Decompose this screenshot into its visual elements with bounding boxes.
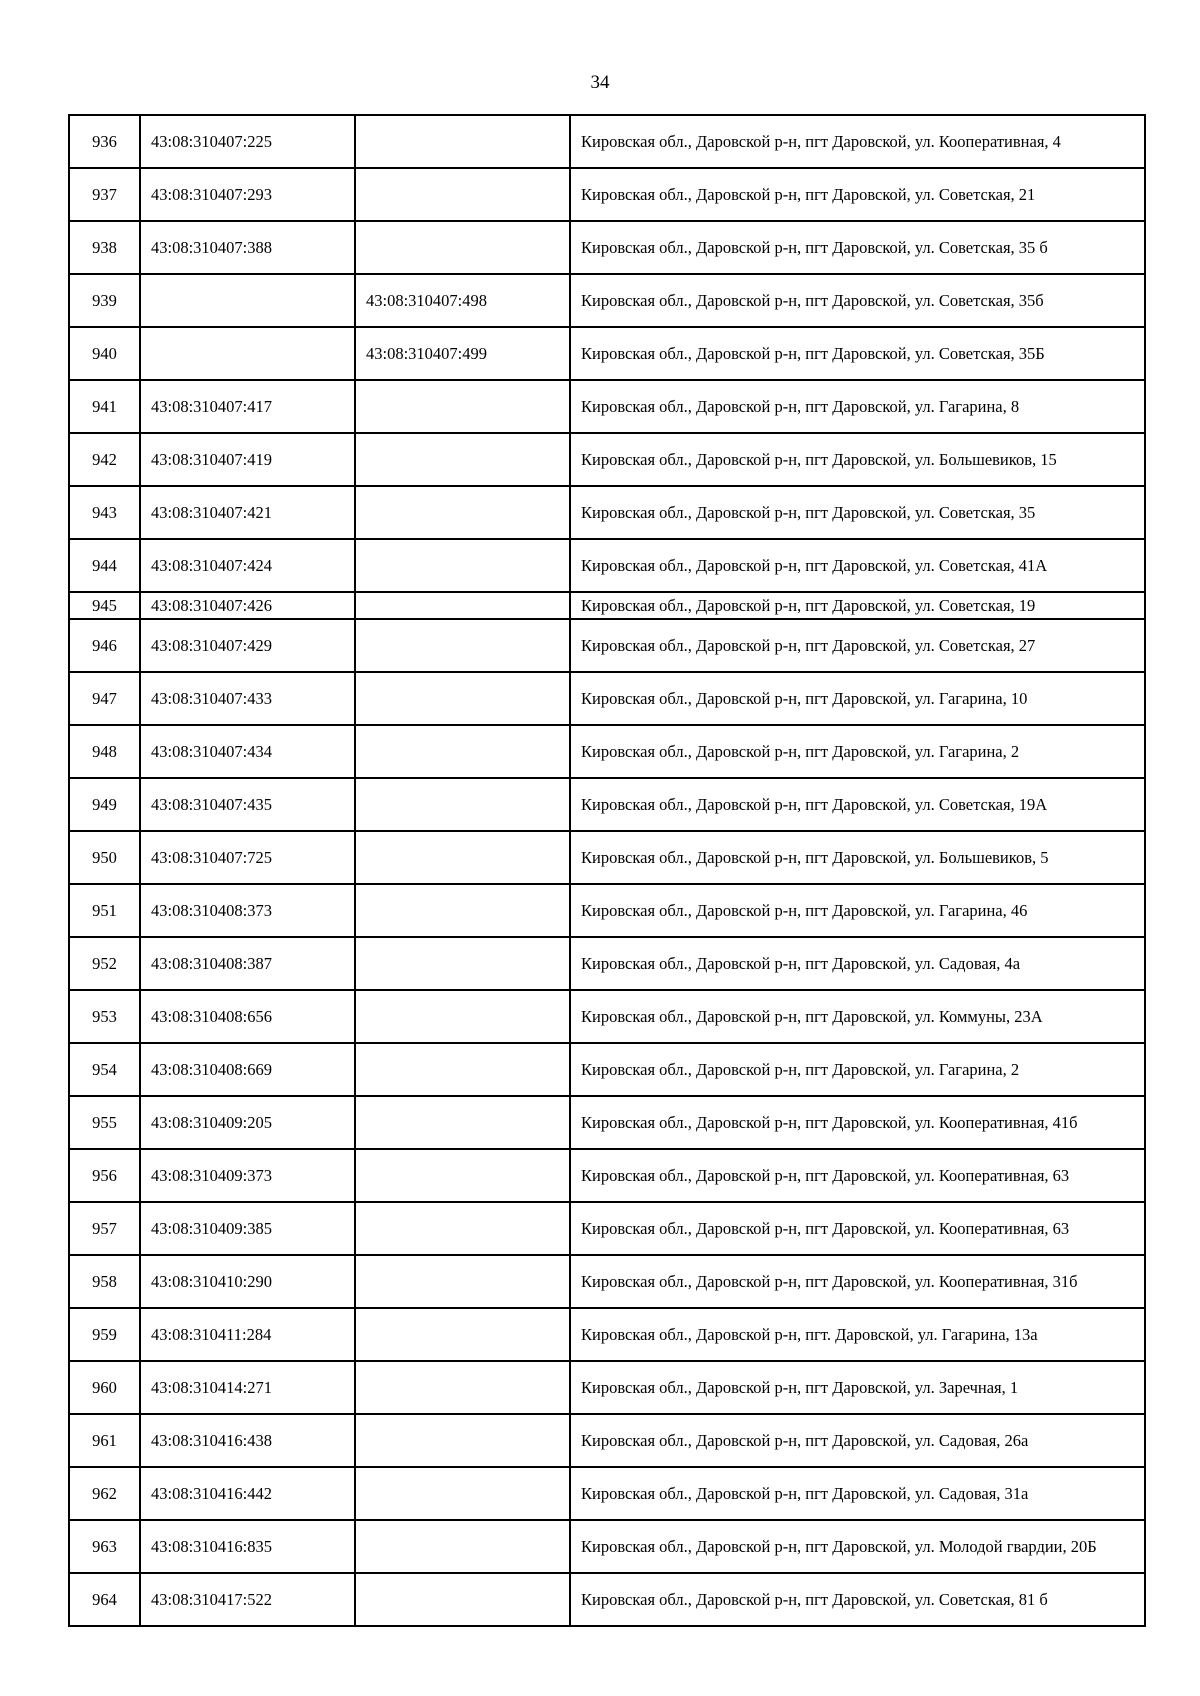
table-row	[69, 539, 1145, 592]
second-cadastral-number-cell	[355, 1202, 570, 1255]
row-number-cell: 955	[69, 1096, 140, 1149]
address-cell: Кировская обл., Даровской р-н, пгт Даровской, ул. Большевиков, 15	[570, 433, 1145, 486]
address-cell: Кировская обл., Даровской р-н, пгт Даровской, ул. Садовая, 31а	[570, 1467, 1145, 1520]
row-number-cell: 950	[69, 831, 140, 884]
table-row	[69, 990, 1145, 1043]
row-number-cell: 943	[69, 486, 140, 539]
cadastral-number-cell: 43:08:310407:419	[140, 433, 355, 486]
cadastral-number-cell: 43:08:310408:656	[140, 990, 355, 1043]
table-row	[69, 274, 1145, 327]
table-row	[69, 1043, 1145, 1096]
address-cell: Кировская обл., Даровской р-н, пгт Даровской, ул. Молодой гвардии, 20Б	[570, 1520, 1145, 1573]
second-cadastral-number-cell	[355, 592, 570, 619]
row-number-cell: 936	[69, 115, 140, 168]
table-row	[69, 672, 1145, 725]
cadastral-number-cell: 43:08:310409:385	[140, 1202, 355, 1255]
table-row	[69, 1520, 1145, 1573]
cadastral-number-cell: 43:08:310408:387	[140, 937, 355, 990]
cadastral-number-cell: 43:08:310409:205	[140, 1096, 355, 1149]
address-cell: Кировская обл., Даровской р-н, пгт Даровской, ул. Советская, 35 б	[570, 221, 1145, 274]
cadastral-number-cell: 43:08:310407:421	[140, 486, 355, 539]
second-cadastral-number-cell	[355, 619, 570, 672]
cadastral-number-cell: 43:08:310408:669	[140, 1043, 355, 1096]
row-number-cell: 964	[69, 1573, 140, 1626]
cadastral-number-cell: 43:08:310411:284	[140, 1308, 355, 1361]
table-row	[69, 486, 1145, 539]
cadastral-number-cell	[140, 274, 355, 327]
row-number-cell: 953	[69, 990, 140, 1043]
second-cadastral-number-cell	[355, 1149, 570, 1202]
second-cadastral-number-cell	[355, 221, 570, 274]
table-row	[69, 1467, 1145, 1520]
second-cadastral-number-cell	[355, 1414, 570, 1467]
cadastral-number-cell: 43:08:310410:290	[140, 1255, 355, 1308]
address-cell: Кировская обл., Даровской р-н, пгт Даровской, ул. Гагарина, 2	[570, 1043, 1145, 1096]
table-row	[69, 433, 1145, 486]
address-cell: Кировская обл., Даровской р-н, пгт Даровской, ул. Заречная, 1	[570, 1361, 1145, 1414]
row-number-cell: 944	[69, 539, 140, 592]
table-row	[69, 619, 1145, 672]
second-cadastral-number-cell	[355, 725, 570, 778]
row-number-cell: 949	[69, 778, 140, 831]
property-table	[68, 114, 1146, 1627]
cadastral-number-cell: 43:08:310407:429	[140, 619, 355, 672]
row-number-cell: 940	[69, 327, 140, 380]
row-number-cell: 958	[69, 1255, 140, 1308]
cadastral-number-cell: 43:08:310407:417	[140, 380, 355, 433]
table-row	[69, 592, 1145, 619]
cadastral-number-cell: 43:08:310414:271	[140, 1361, 355, 1414]
row-number-cell: 938	[69, 221, 140, 274]
row-number-cell: 957	[69, 1202, 140, 1255]
second-cadastral-number-cell	[355, 1043, 570, 1096]
row-number-cell: 951	[69, 884, 140, 937]
cadastral-number-cell: 43:08:310407:388	[140, 221, 355, 274]
cadastral-number-cell: 43:08:310416:442	[140, 1467, 355, 1520]
second-cadastral-number-cell	[355, 433, 570, 486]
row-number-cell: 956	[69, 1149, 140, 1202]
address-cell: Кировская обл., Даровской р-н, пгт Даровской, ул. Садовая, 4а	[570, 937, 1145, 990]
second-cadastral-number-cell	[355, 1255, 570, 1308]
row-number-cell: 942	[69, 433, 140, 486]
second-cadastral-number-cell	[355, 1573, 570, 1626]
second-cadastral-number-cell	[355, 539, 570, 592]
row-number-cell: 947	[69, 672, 140, 725]
address-cell: Кировская обл., Даровской р-н, пгт Даровской, ул. Советская, 35	[570, 486, 1145, 539]
address-cell: Кировская обл., Даровской р-н, пгт Даровской, ул. Коммуны, 23А	[570, 990, 1145, 1043]
table-row	[69, 1308, 1145, 1361]
cadastral-number-cell: 43:08:310407:293	[140, 168, 355, 221]
second-cadastral-number-cell	[355, 1520, 570, 1573]
second-cadastral-number-cell	[355, 990, 570, 1043]
table-row	[69, 831, 1145, 884]
row-number-cell: 937	[69, 168, 140, 221]
cadastral-number-cell: 43:08:310409:373	[140, 1149, 355, 1202]
address-cell: Кировская обл., Даровской р-н, пгт Даровской, ул. Большевиков, 5	[570, 831, 1145, 884]
row-number-cell: 961	[69, 1414, 140, 1467]
address-cell: Кировская обл., Даровской р-н, пгт. Даровской, ул. Гагарина, 13а	[570, 1308, 1145, 1361]
row-number-cell: 959	[69, 1308, 140, 1361]
second-cadastral-number-cell	[355, 1467, 570, 1520]
cadastral-number-cell: 43:08:310407:426	[140, 592, 355, 619]
table-row	[69, 1361, 1145, 1414]
cadastral-number-cell: 43:08:310407:424	[140, 539, 355, 592]
row-number-cell: 960	[69, 1361, 140, 1414]
row-number-cell: 954	[69, 1043, 140, 1096]
address-cell: Кировская обл., Даровской р-н, пгт Даровской, ул. Гагарина, 8	[570, 380, 1145, 433]
address-cell: Кировская обл., Даровской р-н, пгт Даровской, ул. Советская, 19	[570, 592, 1145, 619]
cadastral-number-cell: 43:08:310407:225	[140, 115, 355, 168]
page-number: 34	[590, 72, 610, 93]
second-cadastral-number-cell	[355, 884, 570, 937]
table-row	[69, 884, 1145, 937]
row-number-cell: 962	[69, 1467, 140, 1520]
table-row	[69, 725, 1145, 778]
address-cell: Кировская обл., Даровской р-н, пгт Даровской, ул. Советская, 35б	[570, 274, 1145, 327]
second-cadastral-number-cell	[355, 937, 570, 990]
table-row	[69, 1414, 1145, 1467]
address-cell: Кировская обл., Даровской р-н, пгт Даровской, ул. Советская, 21	[570, 168, 1145, 221]
second-cadastral-number-cell	[355, 115, 570, 168]
cadastral-number-cell: 43:08:310416:835	[140, 1520, 355, 1573]
second-cadastral-number-cell	[355, 380, 570, 433]
second-cadastral-number-cell: 43:08:310407:498	[355, 274, 570, 327]
table-row	[69, 221, 1145, 274]
address-cell: Кировская обл., Даровской р-н, пгт Даровской, ул. Гагарина, 2	[570, 725, 1145, 778]
second-cadastral-number-cell	[355, 1308, 570, 1361]
address-cell: Кировская обл., Даровской р-н, пгт Даровской, ул. Советская, 35Б	[570, 327, 1145, 380]
second-cadastral-number-cell	[355, 672, 570, 725]
address-cell: Кировская обл., Даровской р-н, пгт Даровской, ул. Советская, 19А	[570, 778, 1145, 831]
table-row	[69, 1096, 1145, 1149]
second-cadastral-number-cell	[355, 831, 570, 884]
row-number-cell: 939	[69, 274, 140, 327]
table-row	[69, 1573, 1145, 1626]
row-number-cell: 941	[69, 380, 140, 433]
second-cadastral-number-cell: 43:08:310407:499	[355, 327, 570, 380]
table-row	[69, 1255, 1145, 1308]
cadastral-number-cell: 43:08:310407:435	[140, 778, 355, 831]
second-cadastral-number-cell	[355, 168, 570, 221]
cadastral-number-cell: 43:08:310407:725	[140, 831, 355, 884]
row-number-cell: 945	[69, 592, 140, 619]
address-cell: Кировская обл., Даровской р-н, пгт Даровской, ул. Советская, 41А	[570, 539, 1145, 592]
table-row	[69, 327, 1145, 380]
row-number-cell: 952	[69, 937, 140, 990]
row-number-cell: 948	[69, 725, 140, 778]
row-number-cell: 946	[69, 619, 140, 672]
cadastral-number-cell: 43:08:310416:438	[140, 1414, 355, 1467]
address-cell: Кировская обл., Даровской р-н, пгт Даровской, ул. Садовая, 26а	[570, 1414, 1145, 1467]
table-row	[69, 778, 1145, 831]
cadastral-number-cell	[140, 327, 355, 380]
address-cell: Кировская обл., Даровской р-н, пгт Даровской, ул. Кооперативная, 4	[570, 115, 1145, 168]
table-body	[69, 115, 1145, 1626]
table-row	[69, 115, 1145, 168]
second-cadastral-number-cell	[355, 1361, 570, 1414]
table-row	[69, 168, 1145, 221]
address-cell: Кировская обл., Даровской р-н, пгт Даровской, ул. Кооперативная, 63	[570, 1202, 1145, 1255]
table-row	[69, 1149, 1145, 1202]
address-cell: Кировская обл., Даровской р-н, пгт Даровской, ул. Гагарина, 10	[570, 672, 1145, 725]
address-cell: Кировская обл., Даровской р-н, пгт Даровской, ул. Советская, 27	[570, 619, 1145, 672]
cadastral-number-cell: 43:08:310407:434	[140, 725, 355, 778]
second-cadastral-number-cell	[355, 778, 570, 831]
address-cell: Кировская обл., Даровской р-н, пгт Даровской, ул. Кооперативная, 41б	[570, 1096, 1145, 1149]
table-row	[69, 937, 1145, 990]
second-cadastral-number-cell	[355, 486, 570, 539]
row-number-cell: 963	[69, 1520, 140, 1573]
address-cell: Кировская обл., Даровской р-н, пгт Даровской, ул. Кооперативная, 31б	[570, 1255, 1145, 1308]
table-row	[69, 380, 1145, 433]
address-cell: Кировская обл., Даровской р-н, пгт Даровской, ул. Гагарина, 46	[570, 884, 1145, 937]
table-row	[69, 1202, 1145, 1255]
cadastral-number-cell: 43:08:310408:373	[140, 884, 355, 937]
address-cell: Кировская обл., Даровской р-н, пгт Даровской, ул. Советская, 81 б	[570, 1573, 1145, 1626]
address-cell: Кировская обл., Даровской р-н, пгт Даровской, ул. Кооперативная, 63	[570, 1149, 1145, 1202]
cadastral-number-cell: 43:08:310407:433	[140, 672, 355, 725]
second-cadastral-number-cell	[355, 1096, 570, 1149]
cadastral-number-cell: 43:08:310417:522	[140, 1573, 355, 1626]
